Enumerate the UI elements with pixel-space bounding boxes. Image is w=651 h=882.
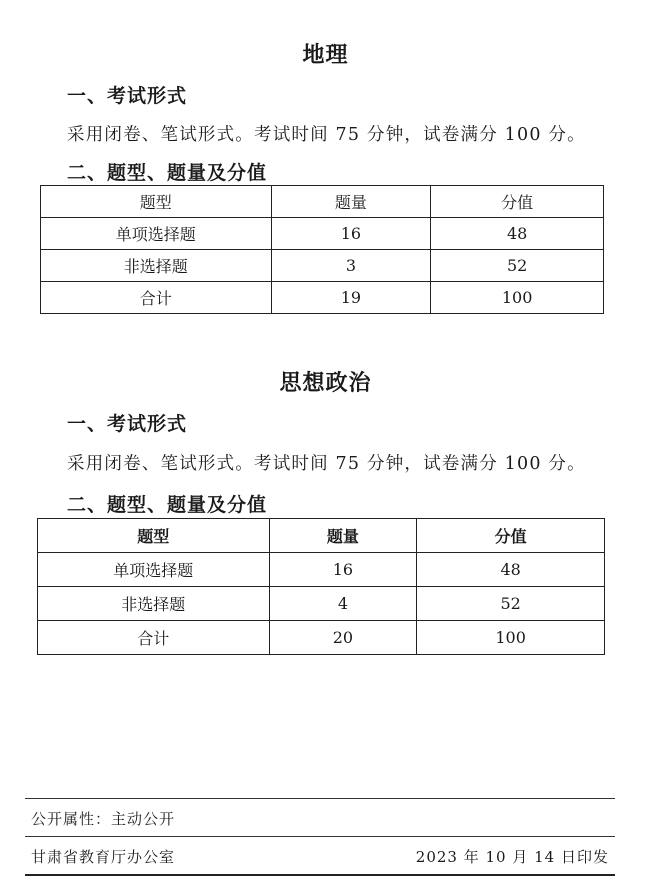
cell-type: 非选择题	[38, 587, 270, 621]
table-row	[38, 553, 605, 587]
table-row	[41, 250, 604, 282]
cell-type: 合计	[38, 621, 270, 655]
table-row	[41, 218, 604, 250]
table-header-row	[41, 186, 604, 218]
cell-type: 单项选择题	[41, 218, 272, 250]
table-heading: 二、题型、题量及分值	[67, 494, 268, 516]
issue-date: 2023 年 10 月 14 日印发	[415, 848, 609, 866]
cell-type: 单项选择题	[38, 553, 270, 587]
exam-form-heading: 一、考试形式	[67, 413, 188, 435]
table-row-total	[38, 621, 605, 655]
footer-divider-top	[25, 798, 615, 799]
section-title-politics: 思想政治	[279, 371, 372, 396]
cell-count: 4	[269, 587, 417, 621]
cell-count: 3	[271, 250, 431, 282]
score-table-politics	[37, 518, 605, 655]
public-attribute: 公开属性：主动公开	[31, 810, 176, 828]
footer-divider-middle	[25, 836, 615, 837]
issuer-name: 甘肃省教育厅办公室	[31, 848, 176, 866]
header-type: 题型	[38, 519, 270, 553]
header-count: 题量	[271, 186, 431, 218]
cell-score: 48	[417, 553, 605, 587]
cell-count: 16	[269, 553, 417, 587]
table-row	[38, 587, 605, 621]
cell-score: 52	[431, 250, 604, 282]
header-type: 题型	[41, 186, 272, 218]
cell-count: 19	[271, 282, 431, 314]
table-row-total	[41, 282, 604, 314]
table-header-row	[38, 519, 605, 553]
section-title-geography: 地理	[302, 43, 349, 68]
cell-type: 合计	[41, 282, 272, 314]
header-score: 分值	[417, 519, 605, 553]
cell-score: 100	[417, 621, 605, 655]
exam-form-text: 采用闭卷、笔试形式。考试时间 75 分钟，试卷满分 100 分。	[67, 125, 586, 145]
cell-score: 100	[431, 282, 604, 314]
table-heading: 二、题型、题量及分值	[67, 162, 268, 184]
footer-divider-bottom	[25, 874, 615, 876]
header-score: 分值	[431, 186, 604, 218]
exam-form-heading: 一、考试形式	[67, 85, 188, 107]
cell-count: 16	[271, 218, 431, 250]
score-table-geography	[40, 185, 604, 314]
cell-type: 非选择题	[41, 250, 272, 282]
cell-count: 20	[269, 621, 417, 655]
exam-form-text: 采用闭卷、笔试形式。考试时间 75 分钟，试卷满分 100 分。	[67, 454, 586, 474]
cell-score: 48	[431, 218, 604, 250]
header-count: 题量	[269, 519, 417, 553]
cell-score: 52	[417, 587, 605, 621]
